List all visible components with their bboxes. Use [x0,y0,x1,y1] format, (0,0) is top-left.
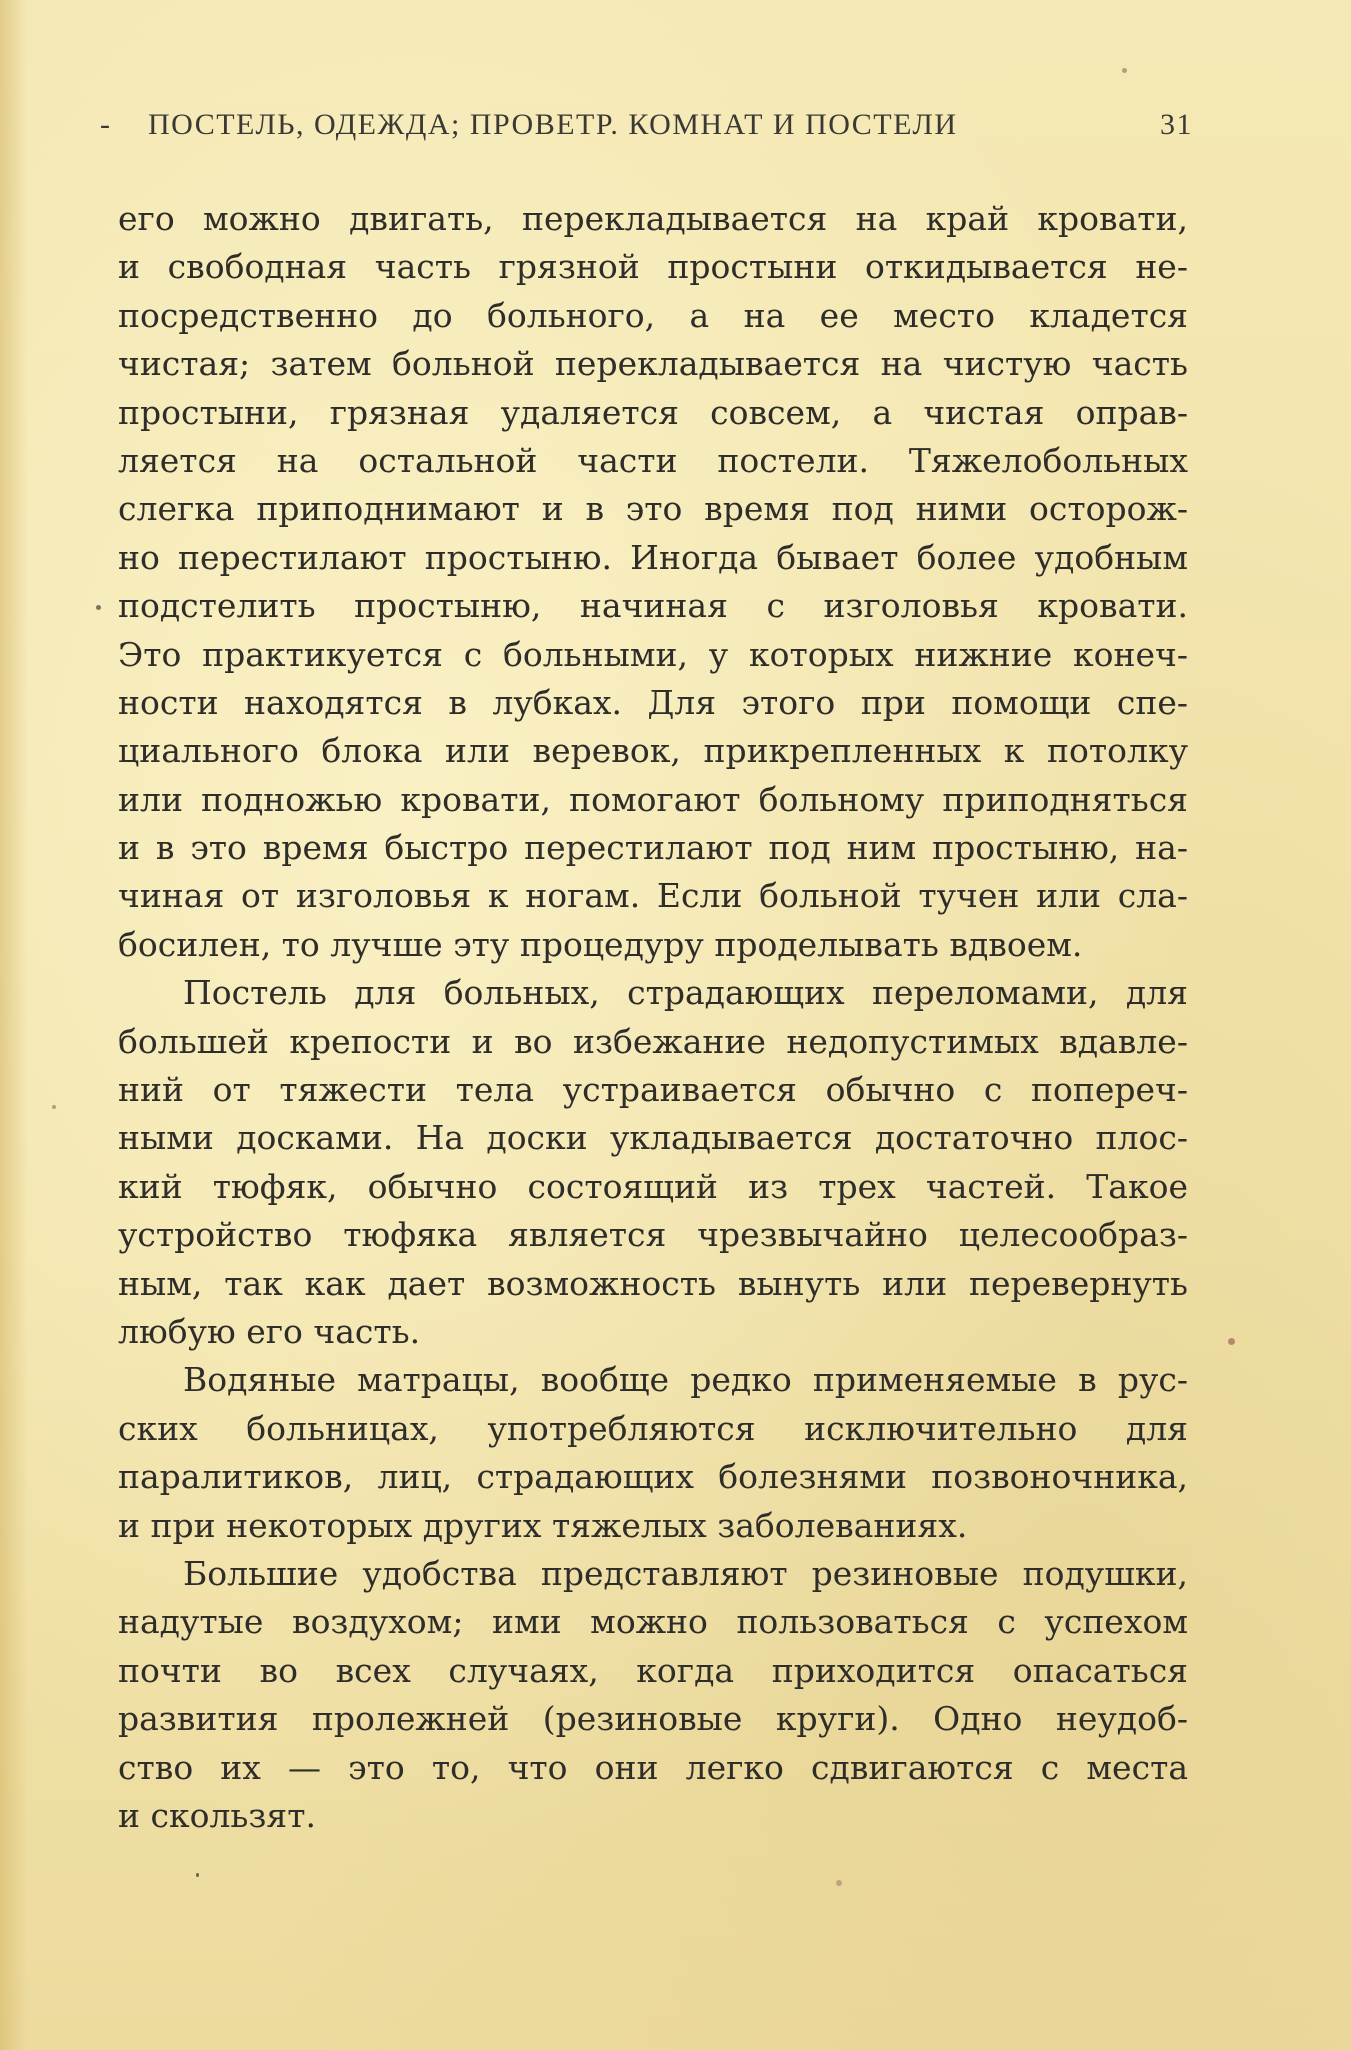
text-line: устройство тюфяка является чрезвычайно целесообраз- [118,1215,1188,1255]
text-line: почти во всех случаях, когда приходится опасаться [118,1650,1188,1690]
paper-speck [1122,68,1127,73]
text-line: любую его часть. [118,1311,421,1351]
text-line: Постель для больных, страдающих переломами, для [183,973,1188,1013]
running-header [100,108,1193,152]
body-text [118,195,1188,1840]
text-line: ными досками. На доски укладывается достаточно плос- [118,1118,1188,1158]
text-line: слегка приподнимают и в это время под ними осторож- [118,489,1188,529]
text-line: ляется на остальной части постели. Тяжелобольных [118,440,1188,480]
text-line: ности находятся в лубках. Для этого при помощи спе- [118,682,1188,722]
text-line: но перестилают простыню. Иногда бывает более удобным [118,537,1188,577]
text-line: Это практикуется с больными, у которых нижние конеч- [118,634,1188,674]
text-line: и при некоторых других тяжелых заболеваниях. [118,1505,968,1545]
paper-speck [1228,1338,1235,1345]
text-line: ным, так как дает возможность вынуть или перевернуть [118,1263,1188,1303]
text-line: ских больницах, употребляются исключительно для [118,1408,1188,1448]
text-line: ний от тяжести тела устраивается обычно с попереч- [118,1070,1188,1110]
paper-speck [96,605,101,610]
text-line: большей крепости и во избежание недопустимых вдавле- [118,1021,1188,1061]
text-line: посредственно до больного, а на ее место кладется [118,295,1188,335]
text-line: ство их — это то, что они легко сдвигаются с места [118,1747,1188,1787]
text-line: надутые воздухом; ими можно пользоваться с успехом [118,1602,1188,1642]
text-line: чистая; затем больной перекладывается на чистую часть [118,344,1188,384]
text-line: и в это время быстро перестилают под ним простыню, на- [118,828,1188,868]
text-line: простыни, грязная удаляется совсем, а чистая оправ- [118,392,1188,432]
text-line: босилен, то лучше эту процедуру проделывать вдвоем. [118,924,1083,964]
text-line: и скользят. [118,1795,316,1835]
text-line: паралитиков, лиц, страдающих болезнями позвоночника, [118,1457,1188,1497]
text-line: кий тюфяк, обычно состоящий из трех частей. Такое [118,1166,1188,1206]
text-line: и свободная часть грязной простыни откидывается не- [118,247,1188,287]
paper-speck [52,1105,56,1109]
text-line: развития пролежней (резиновые круги). Одно неудоб- [118,1699,1188,1739]
text-line: чиная от изголовья к ногам. Если больной тучен или сла- [118,876,1188,916]
page-number: 31 [1160,108,1193,141]
text-line: его можно двигать, перекладывается на край кровати, [118,199,1188,238]
paper-speck [196,1873,199,1877]
text-line: или подножью кровати, помогают больному приподняться [118,779,1188,819]
text-line: Водяные матрацы, вообще редко применяемые в рус- [183,1360,1188,1400]
text-line: Большие удобства представляют резиновые подушки, [183,1553,1188,1593]
paper-speck [836,1880,842,1886]
text-line: циального блока или веревок, прикрепленных к потолку [118,731,1188,771]
header-mark: - [100,108,112,141]
header-title: ПОСТЕЛЬ, ОДЕЖДА; ПРОВЕТР. КОМНАТ И ПОСТЕЛИ [148,108,958,141]
text-line: подстелить простыню, начиная с изголовья кровати. [118,586,1188,626]
